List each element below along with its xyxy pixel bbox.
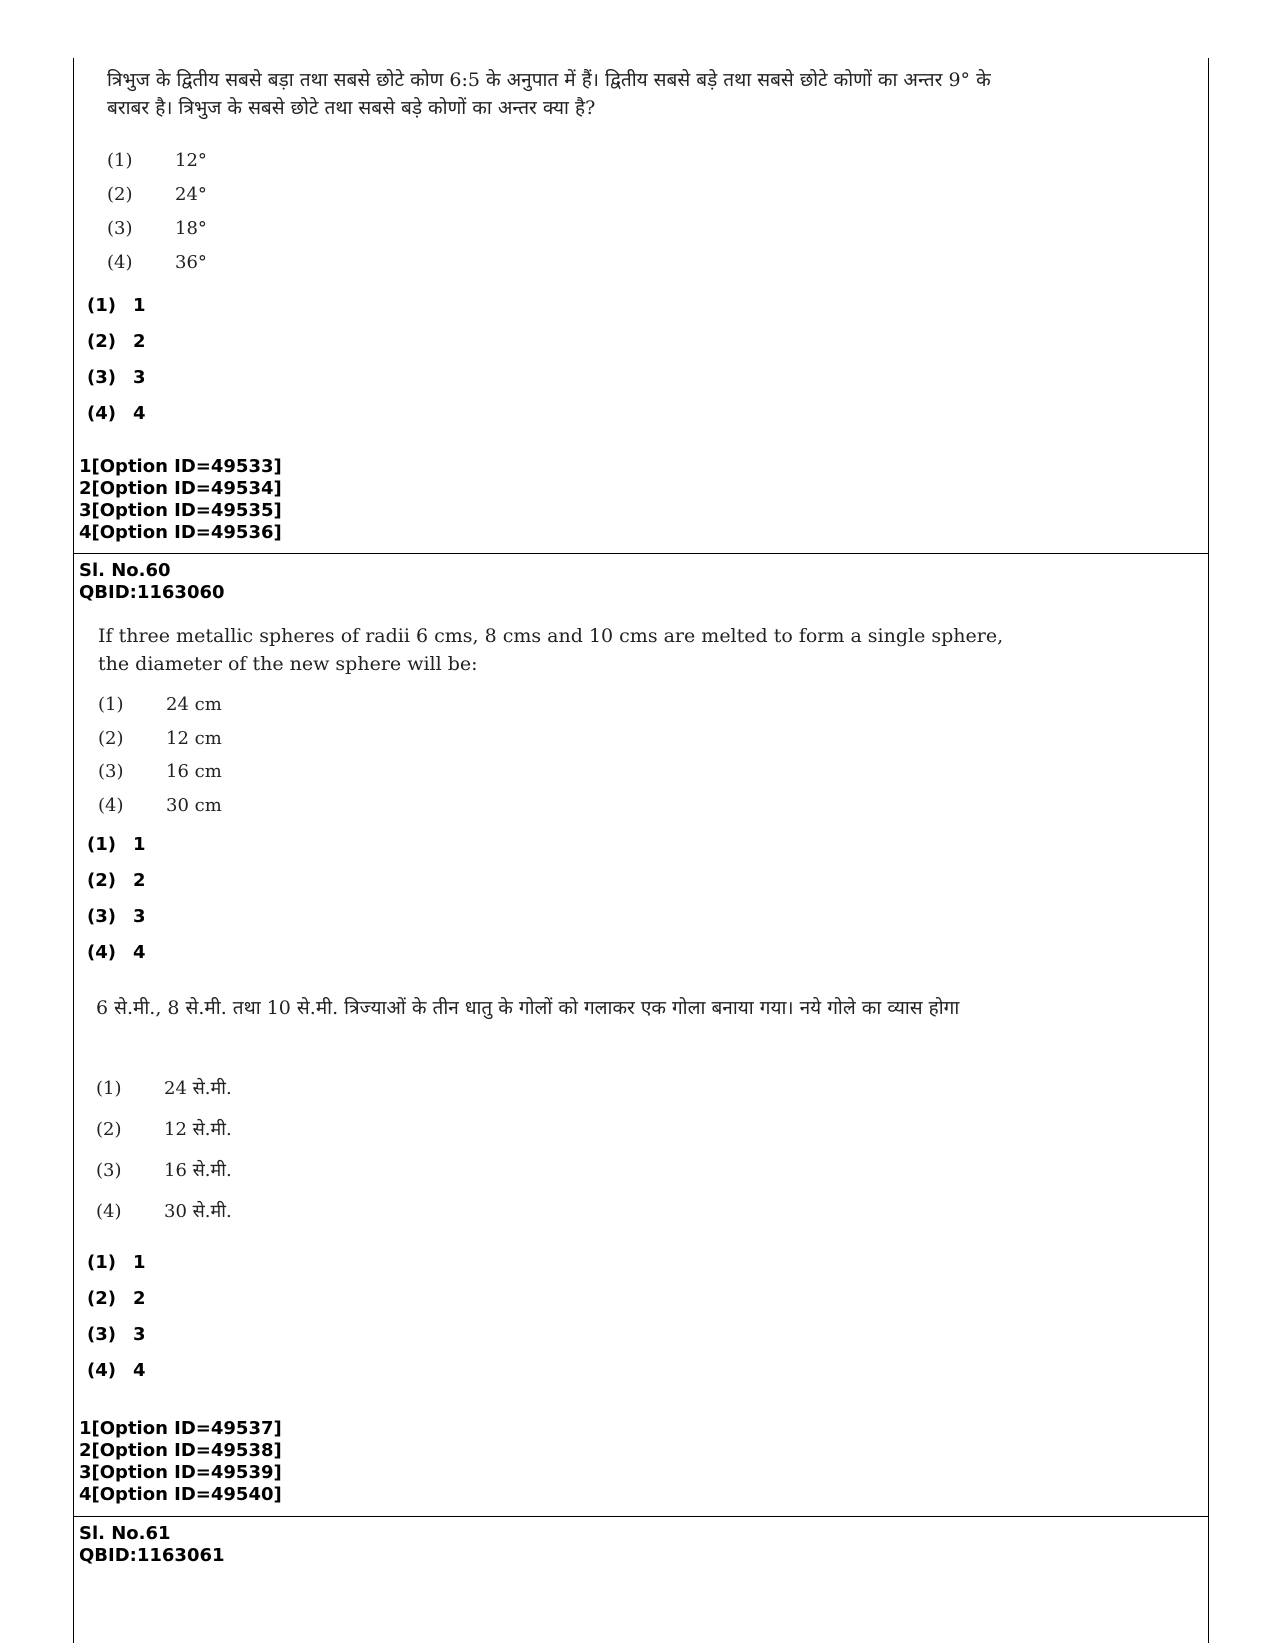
- q59-answer-3: [87, 367, 146, 388]
- q59-answer-4: [87, 403, 146, 424]
- answer-value: 1: [133, 1252, 146, 1273]
- q60-hindi-option-1: [96, 1076, 232, 1100]
- option-value: 24°: [175, 184, 207, 205]
- divider-q59-q60: [73, 553, 1208, 554]
- answer-number: (4): [87, 403, 116, 424]
- q60-english-option-3: [98, 761, 222, 782]
- right-border: [1208, 58, 1209, 1643]
- option-value: 12°: [175, 150, 207, 171]
- q60-english-question: If three metallic spheres of radii 6 cms, 8 cms and 10 cms are melted to form a single sphere, the diameter of the new sphere will be:: [98, 625, 1004, 675]
- answer-number: (3): [87, 367, 116, 388]
- q60-answer-hi-4: [87, 1360, 146, 1381]
- answer-number: (2): [87, 870, 116, 891]
- q59-hindi-option-2: [107, 184, 207, 205]
- answer-number: (4): [87, 942, 116, 963]
- option-number: (3): [107, 218, 133, 239]
- option-number: (4): [96, 1201, 122, 1222]
- answer-number: (2): [87, 331, 116, 352]
- q60-hindi-option-2: [96, 1117, 232, 1141]
- q59-hindi-option-4: [107, 252, 207, 273]
- q60-english-option-4: [98, 795, 222, 816]
- q60-answer-en-4: [87, 942, 146, 963]
- option-value: 24 से.मी.: [164, 1078, 232, 1099]
- option-value: 12 cm: [166, 728, 222, 749]
- option-value: 16 cm: [166, 761, 222, 782]
- answer-number: (4): [87, 1360, 116, 1381]
- answer-number: (3): [87, 906, 116, 927]
- answer-value: 2: [133, 1288, 146, 1309]
- option-number: (1): [96, 1078, 122, 1099]
- q59-option-id-3: 3[Option ID=49535]: [79, 500, 282, 521]
- q61-qbid: QBID:1163061: [79, 1545, 225, 1566]
- option-number: (1): [98, 694, 124, 715]
- answer-value: 4: [133, 1360, 146, 1381]
- answer-value: 3: [133, 1324, 146, 1345]
- q59-hindi-question: त्रिभुज के द्वितीय सबसे बड़ा तथा सबसे छोटे कोण 6:5 के अनुपात में हैं। द्वितीय सबसे बड़े तथा सबसे छोटे कोणों का अन्तर 9° के बराबर है। त्रिभुज के सबसे छोटे तथा सबसे बड़े कोणों का अन्तर क्या है?: [107, 69, 991, 119]
- option-number: (4): [98, 795, 124, 816]
- answer-value: 1: [133, 295, 146, 316]
- option-number: (1): [107, 150, 133, 171]
- q60-qbid: QBID:1163060: [79, 582, 225, 603]
- q59-hindi-option-3: [107, 218, 207, 239]
- option-number: (3): [98, 761, 124, 782]
- q60-hindi-option-4: [96, 1199, 232, 1223]
- q60-answer-en-2: [87, 870, 146, 891]
- q60-answer-en-3: [87, 906, 146, 927]
- q60-answer-en-1: [87, 834, 146, 855]
- answer-value: 3: [133, 906, 146, 927]
- q59-option-id-2: 2[Option ID=49534]: [79, 478, 282, 499]
- answer-value: 4: [133, 403, 146, 424]
- q59-answer-1: [87, 295, 146, 316]
- answer-value: 2: [133, 870, 146, 891]
- left-border: [73, 58, 74, 1643]
- q59-option-id-4: 4[Option ID=49536]: [79, 522, 282, 543]
- q59-answer-2: [87, 331, 146, 352]
- q60-serial-number: Sl. No.60: [79, 560, 171, 581]
- option-value: 12 से.मी.: [164, 1119, 232, 1140]
- answer-value: 4: [133, 942, 146, 963]
- answer-number: (1): [87, 295, 116, 316]
- answer-value: 1: [133, 834, 146, 855]
- answer-number: (1): [87, 834, 116, 855]
- option-value: 30 cm: [166, 795, 222, 816]
- option-number: (2): [96, 1119, 122, 1140]
- option-number: (3): [96, 1160, 122, 1181]
- q60-answer-hi-2: [87, 1288, 146, 1309]
- q59-option-id-1: 1[Option ID=49533]: [79, 456, 282, 477]
- q59-hindi-option-1: [107, 150, 207, 171]
- q60-english-option-1: [98, 694, 222, 715]
- q60-option-id-1: 1[Option ID=49537]: [79, 1418, 282, 1439]
- option-value: 36°: [175, 252, 207, 273]
- option-value: 18°: [175, 218, 207, 239]
- option-value: 16 से.मी.: [164, 1160, 232, 1181]
- option-number: (2): [98, 728, 124, 749]
- q60-answer-hi-3: [87, 1324, 146, 1345]
- q60-english-option-2: [98, 728, 222, 749]
- q61-serial-number: Sl. No.61: [79, 1523, 171, 1544]
- answer-number: (3): [87, 1324, 116, 1345]
- q60-hindi-option-3: [96, 1158, 232, 1182]
- option-value: 24 cm: [166, 694, 222, 715]
- q60-option-id-2: 2[Option ID=49538]: [79, 1440, 282, 1461]
- answer-number: (1): [87, 1252, 116, 1273]
- q60-hindi-question: 6 से.मी., 8 से.मी. तथा 10 से.मी. त्रिज्याओं के तीन धातु के गोलों को गलाकर एक गोला बनाया गया। नये गोले का व्यास होगा: [96, 997, 960, 1019]
- divider-q60-q61: [73, 1516, 1208, 1517]
- option-number: (2): [107, 184, 133, 205]
- q60-option-id-3: 3[Option ID=49539]: [79, 1462, 282, 1483]
- answer-value: 2: [133, 331, 146, 352]
- answer-value: 3: [133, 367, 146, 388]
- option-number: (4): [107, 252, 133, 273]
- option-value: 30 से.मी.: [164, 1201, 232, 1222]
- q60-answer-hi-1: [87, 1252, 146, 1273]
- q60-option-id-4: 4[Option ID=49540]: [79, 1484, 282, 1505]
- answer-number: (2): [87, 1288, 116, 1309]
